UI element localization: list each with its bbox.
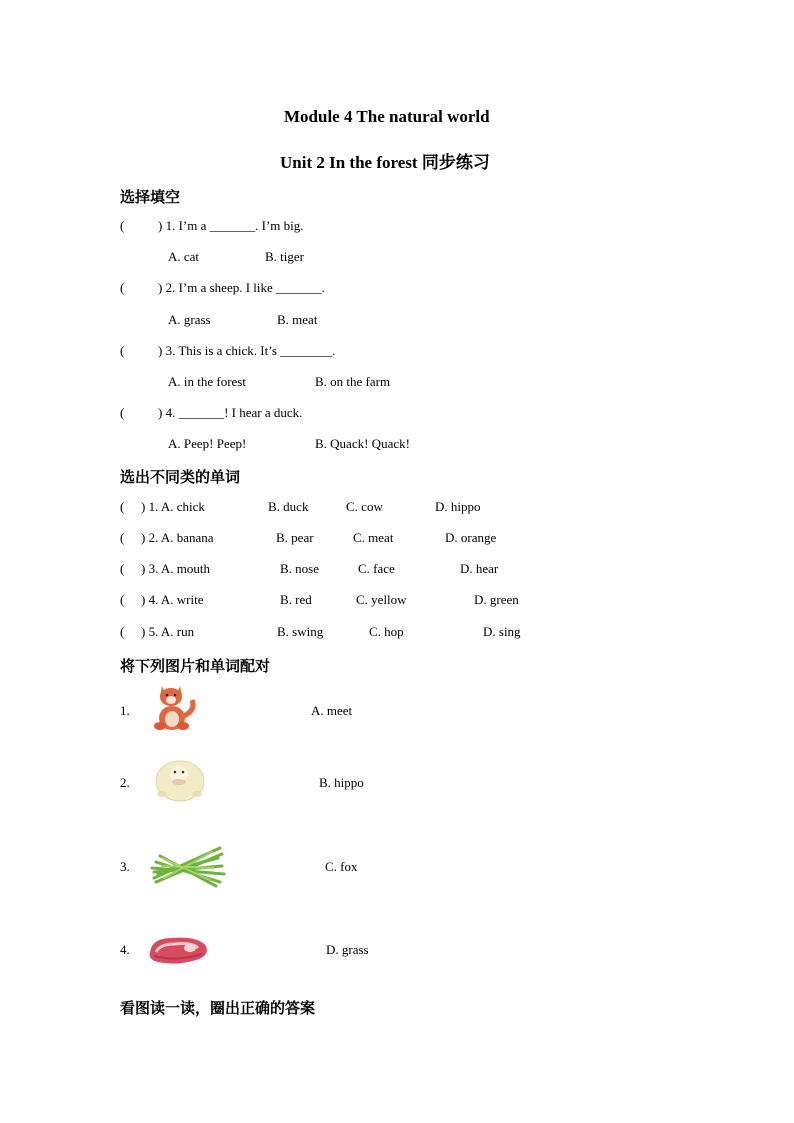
option-c[interactable]: C. meat <box>353 530 394 545</box>
option-b[interactable]: B. duck <box>268 499 309 514</box>
option-a[interactable]: A. cat <box>168 249 200 264</box>
match-word[interactable]: D. grass <box>326 942 369 957</box>
option-d[interactable]: D. sing <box>483 624 521 639</box>
option-b[interactable]: B. nose <box>280 561 319 576</box>
option-b[interactable]: B. tiger <box>265 249 304 264</box>
option-b[interactable]: B. red <box>280 592 312 607</box>
option-a[interactable]: A. in the forest <box>168 374 246 389</box>
option-b[interactable]: B. Quack! Quack! <box>315 436 410 451</box>
option-a[interactable]: A. Peep! Peep! <box>168 436 247 451</box>
answer-bracket[interactable]: ( <box>120 218 125 233</box>
option-a[interactable]: ) 4. A. write <box>141 592 204 607</box>
option-c[interactable]: C. face <box>358 561 395 576</box>
match-number: 1. <box>120 703 130 718</box>
match-number: 2. <box>120 775 130 790</box>
question-stem: ) 3. This is a chick. It’s ________. <box>158 343 336 358</box>
answer-bracket[interactable]: ( <box>120 592 125 607</box>
section-heading-odd-one-out: 选出不同类的单词 <box>120 470 241 486</box>
match-word[interactable]: B. hippo <box>319 775 364 790</box>
question-stem: ) 1. I’m a _______. I’m big. <box>158 218 304 233</box>
option-c[interactable]: C. yellow <box>356 592 407 607</box>
meat-picture[interactable] <box>146 930 210 968</box>
option-b[interactable]: B. swing <box>277 624 324 639</box>
fox-picture[interactable] <box>150 680 198 738</box>
match-word[interactable]: A. meet <box>311 703 353 718</box>
option-b[interactable]: B. pear <box>276 530 314 545</box>
hippo-picture[interactable] <box>150 756 210 806</box>
option-d[interactable]: D. green <box>474 592 519 607</box>
match-number: 4. <box>120 942 130 957</box>
answer-bracket[interactable]: ( <box>120 280 125 295</box>
section-heading-matching: 将下列图片和单词配对 <box>120 659 271 675</box>
option-d[interactable]: D. hear <box>460 561 499 576</box>
match-number: 3. <box>120 859 130 874</box>
option-a[interactable]: A. grass <box>168 312 211 327</box>
option-a[interactable]: ) 5. A. run <box>141 624 195 639</box>
option-d[interactable]: D. hippo <box>435 499 481 514</box>
answer-bracket[interactable]: ( <box>120 405 125 420</box>
option-a[interactable]: ) 3. A. mouth <box>141 561 210 576</box>
answer-bracket[interactable]: ( <box>120 499 125 514</box>
answer-bracket[interactable]: ( <box>120 624 125 639</box>
option-a[interactable]: ) 2. A. banana <box>141 530 214 545</box>
answer-bracket[interactable]: ( <box>120 530 125 545</box>
answer-bracket[interactable]: ( <box>120 561 125 576</box>
option-a[interactable]: ) 1. A. chick <box>141 499 205 514</box>
match-word[interactable]: C. fox <box>325 859 358 874</box>
option-d[interactable]: D. orange <box>445 530 497 545</box>
answer-bracket[interactable]: ( <box>120 343 125 358</box>
question-stem: ) 2. I’m a sheep. I like _______. <box>158 280 325 295</box>
option-b[interactable]: B. meat <box>277 312 318 327</box>
section-heading-read-and-circle: 看图读一读，圈出正确的答案 <box>120 1001 316 1017</box>
section-heading-multiple-choice: 选择填空 <box>120 190 181 206</box>
page-title: Module 4 The natural world <box>284 107 490 126</box>
page-subtitle: Unit 2 In the forest 同步练习 <box>280 153 490 172</box>
option-b[interactable]: B. on the farm <box>315 374 391 389</box>
option-c[interactable]: C. hop <box>369 624 404 639</box>
question-stem: ) 4. _______! I hear a duck. <box>158 405 303 420</box>
option-c[interactable]: C. cow <box>346 499 383 514</box>
grass-picture[interactable] <box>150 838 226 892</box>
